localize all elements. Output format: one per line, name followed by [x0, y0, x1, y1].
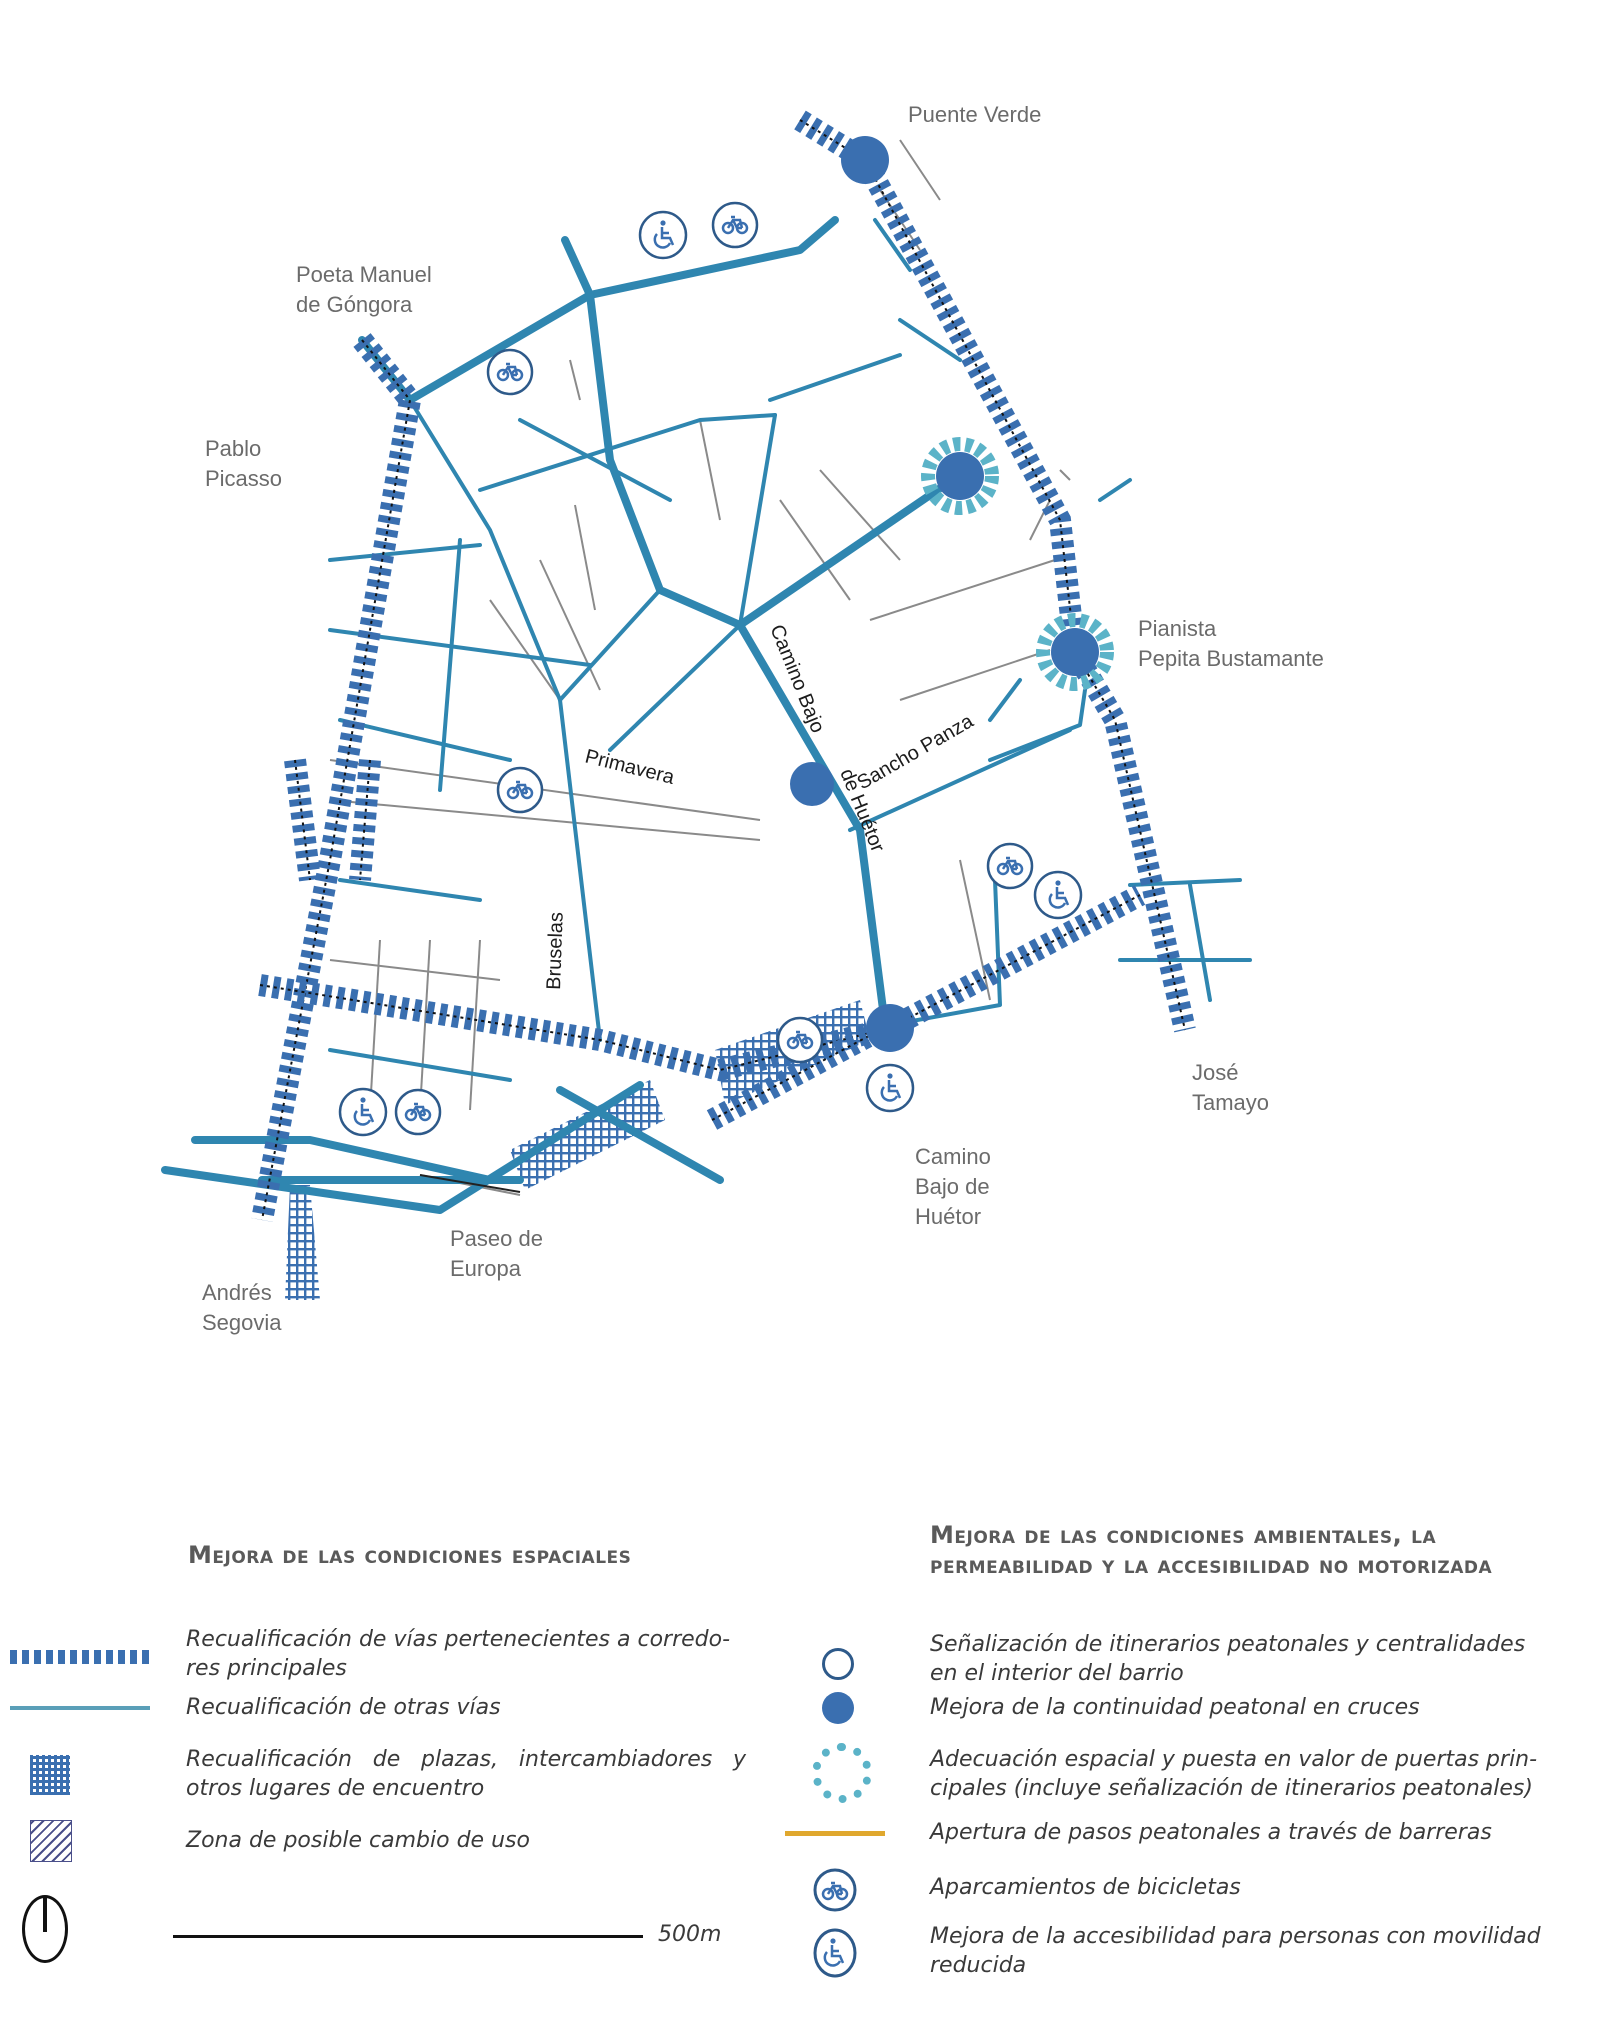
- bicycle-parking-icon: [488, 350, 532, 394]
- node-sancho-panza: [790, 762, 834, 806]
- place-label-camino-bajo-de-huetor-label: Camino Bajo de Huétor: [915, 1144, 991, 1229]
- minor-road: [420, 940, 430, 1110]
- legend-title-line1: Mejora de las condiciones ambientales, la: [930, 1521, 1437, 1549]
- street-label-primavera: Primavera: [582, 745, 677, 789]
- node-puente-verde: [841, 136, 889, 184]
- wheelchair-icon: [812, 1927, 858, 1979]
- minor-road: [330, 800, 760, 840]
- bicycle-parking-icon: [713, 203, 757, 247]
- main-road: [565, 240, 590, 295]
- corridor-road: [360, 760, 370, 880]
- legend-item-bike: Aparcamientos de bicicletas: [930, 1875, 1241, 1900]
- corridor-road: [295, 760, 310, 880]
- legend-item-other-roads: Recualificación de otras vías: [186, 1695, 501, 1720]
- road-line-icon: [10, 1706, 150, 1710]
- place-label-puente-verde: Puente Verde: [908, 102, 1042, 127]
- hollow-circle-icon: [822, 1648, 854, 1680]
- legend-item-crossings: Mejora de la continuidad peatonal en cruces: [930, 1695, 1420, 1720]
- legend-item-gates: [930, 1745, 1570, 1803]
- legend-item-barriers: Apertura de pasos peatonales a través de barreras: [930, 1820, 1492, 1845]
- barrier-opening-line-icon: [785, 1831, 885, 1836]
- minor-road: [330, 960, 500, 980]
- bicycle-parking-icon: [498, 768, 542, 812]
- main-road: [195, 1140, 490, 1180]
- corridor-centerline: [262, 340, 410, 1220]
- legend-item-corridor: Recualificación de vías pertenecientes a corredo-res principales: [186, 1627, 731, 1681]
- signage-line2: en el interior del barrio: [930, 1661, 1184, 1686]
- legend: [0, 1480, 1600, 2017]
- wheelchair-icon: [340, 1089, 386, 1135]
- place-label-poeta-manuel-de-gongora: Poeta Manuel de Góngora: [296, 262, 432, 317]
- scale-bar: [173, 1935, 643, 1938]
- secondary-road: [440, 540, 460, 790]
- crossing-nodes-layer: [790, 136, 914, 1052]
- secondary-road: [520, 420, 670, 500]
- bicycle-parking-icon: [778, 1018, 822, 1062]
- minor-road: [870, 560, 1055, 620]
- north-arrow-icon: [22, 1895, 68, 1963]
- gate-pianista: [1051, 628, 1099, 676]
- gate-north-east: [936, 452, 984, 500]
- secondary-road: [1190, 885, 1210, 1000]
- signage-line1: Señalización de itinerarios peatonales y centralidades: [930, 1632, 1526, 1657]
- secondary-road: [330, 1050, 510, 1080]
- legend-title-spatial: Mejora de las condiciones espaciales: [188, 1541, 632, 1569]
- minor-road: [900, 140, 940, 200]
- legend-item-plazas: Recualificación de plazas, intercambiadores y otros lugares de encuentro: [186, 1747, 746, 1801]
- gates-line1: Adecuación espacial y puesta en valor de puertas prin-: [930, 1747, 1538, 1772]
- minor-road: [780, 500, 850, 600]
- filled-circle-icon: [822, 1692, 854, 1724]
- legend-title-environmental: [930, 1520, 1570, 1580]
- place-label-paseo-de-europa: Paseo de Europa: [450, 1226, 543, 1281]
- legend-item-signage: [930, 1630, 1570, 1688]
- minor-road: [700, 420, 720, 520]
- secondary-road: [740, 415, 775, 625]
- street-label-bruselas: Bruselas: [543, 911, 568, 991]
- wheelchair-icon: [1035, 872, 1081, 918]
- accessibility-line1: Mejora de la accesibilidad para personas con movilidad: [930, 1924, 1541, 1949]
- minor-roads-layer: [330, 140, 1070, 1195]
- street-label-camino-bajo: Camino Bajo: [765, 621, 829, 737]
- legend-title-line2: permeabilidad y la accesibilidad no motorizada: [930, 1551, 1493, 1579]
- minor-road: [570, 360, 580, 400]
- place-label-pablo-picasso: Pablo Picasso: [205, 436, 283, 491]
- plaza-grid-icon: [30, 1755, 70, 1795]
- street-label-de-huetor: de Huétor: [835, 765, 889, 856]
- corridor-road: [262, 340, 410, 1220]
- minor-road: [1060, 470, 1070, 480]
- bicycle-parking-icon: [396, 1090, 440, 1134]
- secondary-road: [610, 625, 740, 750]
- wheelchair-icon: [640, 212, 686, 258]
- scale-label: 500m: [658, 1922, 722, 1947]
- street-label-sancho-panza: Sancho Panza: [853, 710, 978, 795]
- bicycle-parking-icon: [812, 1867, 858, 1913]
- place-label-jose-tamayo: José Tamayo: [1192, 1060, 1270, 1115]
- hatched-zone-icon: [30, 1820, 72, 1862]
- minor-road: [1030, 500, 1050, 540]
- legend-item-accessibility: [930, 1922, 1570, 1980]
- minor-road: [330, 760, 760, 820]
- secondary-road: [340, 720, 510, 760]
- secondary-road: [1100, 480, 1130, 500]
- secondary-road: [340, 880, 480, 900]
- gates-layer: [928, 444, 1107, 684]
- corridor-centerline: [260, 895, 1140, 1070]
- bicycle-parking-icon: [988, 844, 1032, 888]
- minor-road: [575, 505, 595, 610]
- corridor-symbol-icon: [10, 1650, 150, 1664]
- secondary-road: [410, 400, 600, 1040]
- plaza-andres-segovia: [285, 1185, 320, 1300]
- legend-item-land-use: Zona de posible cambio de uso: [186, 1828, 530, 1853]
- secondary-road: [770, 355, 900, 400]
- wheelchair-icon: [867, 1065, 913, 1111]
- minor-road: [900, 650, 1050, 700]
- place-label-andres-segovia: Andrés Segovia: [202, 1280, 282, 1335]
- gates-line2: cipales (incluye señalización de itinerarios peatonales): [930, 1776, 1533, 1801]
- node-camino-bajo: [866, 1004, 914, 1052]
- place-label-pianista-pepita-bustamante: Pianista Pepita Bustamante: [1138, 616, 1324, 671]
- corridor-road: [260, 895, 1140, 1070]
- main-road: [590, 295, 740, 625]
- secondary-road: [560, 590, 660, 700]
- accessibility-line2: reducida: [930, 1953, 1027, 1978]
- gate-gear-icon: [812, 1743, 872, 1803]
- secondary-road: [990, 680, 1020, 720]
